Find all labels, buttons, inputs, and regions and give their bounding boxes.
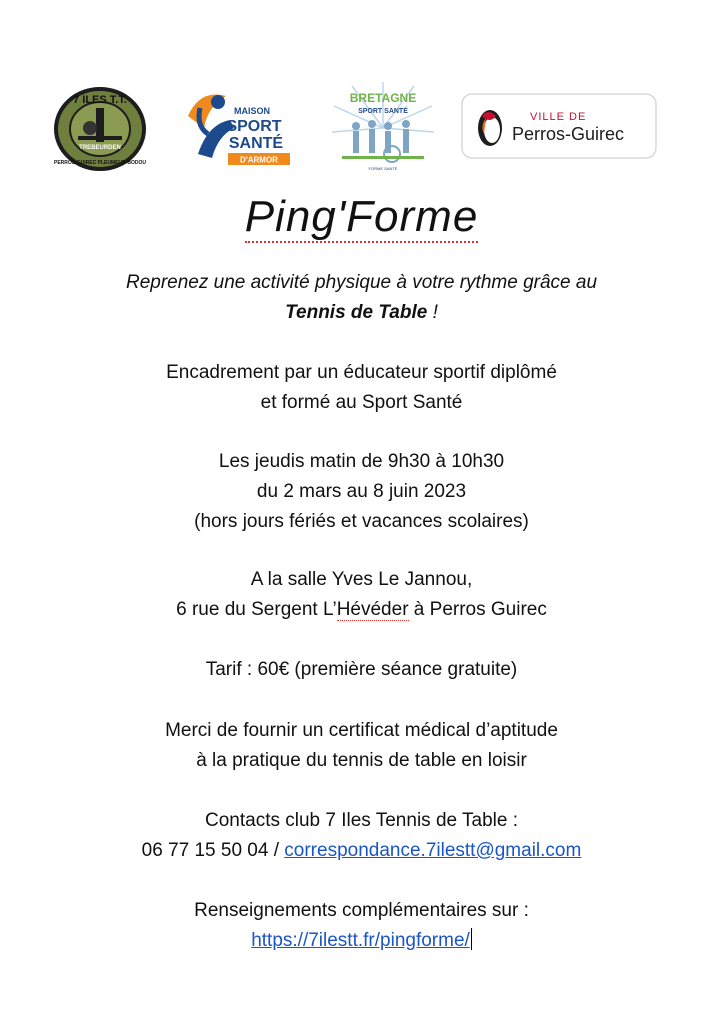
schedule-line1: Les jeudis matin de 9h30 à 10h30 <box>218 451 505 472</box>
certificate-line2: à la pratique du tennis de table en loisir <box>196 750 527 771</box>
info-line1: Renseignements complémentaires sur : <box>194 900 529 921</box>
ville-logo-line2: Perros-Guirec <box>512 124 625 144</box>
location-line1: A la salle Yves Le Jannou, <box>250 569 473 590</box>
info-line2 <box>0 926 723 956</box>
contact-email-link[interactable]: correspondance.7ilestt@gmail.com <box>284 840 582 861</box>
maison-logo-line3: SANTÉ <box>228 135 284 152</box>
location-line2-part1: 6 rue du Sergent L’ <box>176 599 337 620</box>
maison-logo-line4: D'ARMOR <box>240 155 278 165</box>
title-text: Ping'Forme <box>244 192 479 241</box>
bretagne-logo-line1: BRETAGNE <box>349 91 417 105</box>
contact-line1: Contacts club 7 Iles Tennis de Table : <box>205 810 518 831</box>
location-hevedr-word: Hévéder <box>336 599 409 620</box>
bretagne-logo-footer: FORME SANTÉ <box>368 166 398 171</box>
club-logo-name: TREBEURDEN <box>79 145 121 151</box>
maison-sport-sante-logo <box>178 84 294 170</box>
maison-logo-line2: SPORT <box>226 118 282 135</box>
info-url-link[interactable]: https://7ilestt.fr/pingforme/ <box>251 930 470 951</box>
bretagne-sport-sante-logo <box>332 82 434 174</box>
intro-block <box>0 268 723 328</box>
contact-phone: 06 77 15 50 04 / <box>141 840 285 861</box>
ville-logo-line1: VILLE DE <box>530 111 587 123</box>
bretagne-logo-line2: SPORT SANTÉ <box>358 108 408 115</box>
logo-row <box>0 82 723 172</box>
coach-line2: et formé au Sport Santé <box>260 392 463 413</box>
intro-exclamation: ! <box>427 302 438 323</box>
intro-line2 <box>0 298 723 328</box>
price-line: Tarif : 60€ (première séance gratuite) <box>205 659 518 680</box>
club-logo <box>52 86 148 172</box>
schedule-line3: (hors jours fériés et vacances scolaires) <box>194 511 529 532</box>
club-logo-top-text: 7 ILES T.T. <box>73 94 127 106</box>
intro-line1: Reprenez une activité physique à votre rythme grâce au <box>125 272 598 293</box>
contact-line2 <box>0 836 723 866</box>
location-block <box>0 565 723 625</box>
price-block <box>0 655 723 685</box>
schedule-line2: du 2 mars au 8 juin 2023 <box>256 481 467 502</box>
coach-block <box>0 358 723 418</box>
contact-block <box>0 806 723 866</box>
ville-perros-guirec-logo <box>460 90 658 162</box>
intro-tennis-de-table: Tennis de Table <box>285 302 428 323</box>
text-cursor <box>471 928 472 950</box>
coach-line1: Encadrement par un éducateur sportif diplômé <box>166 362 557 383</box>
location-line2 <box>0 595 723 625</box>
info-block <box>0 896 723 956</box>
club-logo-side-text: PERROS-GUIREC PLEUMEUR-BODOU <box>54 160 146 166</box>
schedule-block <box>0 447 723 537</box>
certificate-line1: Merci de fournir un certificat médical d’aptitude <box>165 720 558 741</box>
page-title <box>0 192 723 242</box>
maison-logo-line1: MAISON <box>234 106 270 116</box>
certificate-block <box>0 716 723 776</box>
location-line2-part3: à Perros Guirec <box>408 599 547 620</box>
